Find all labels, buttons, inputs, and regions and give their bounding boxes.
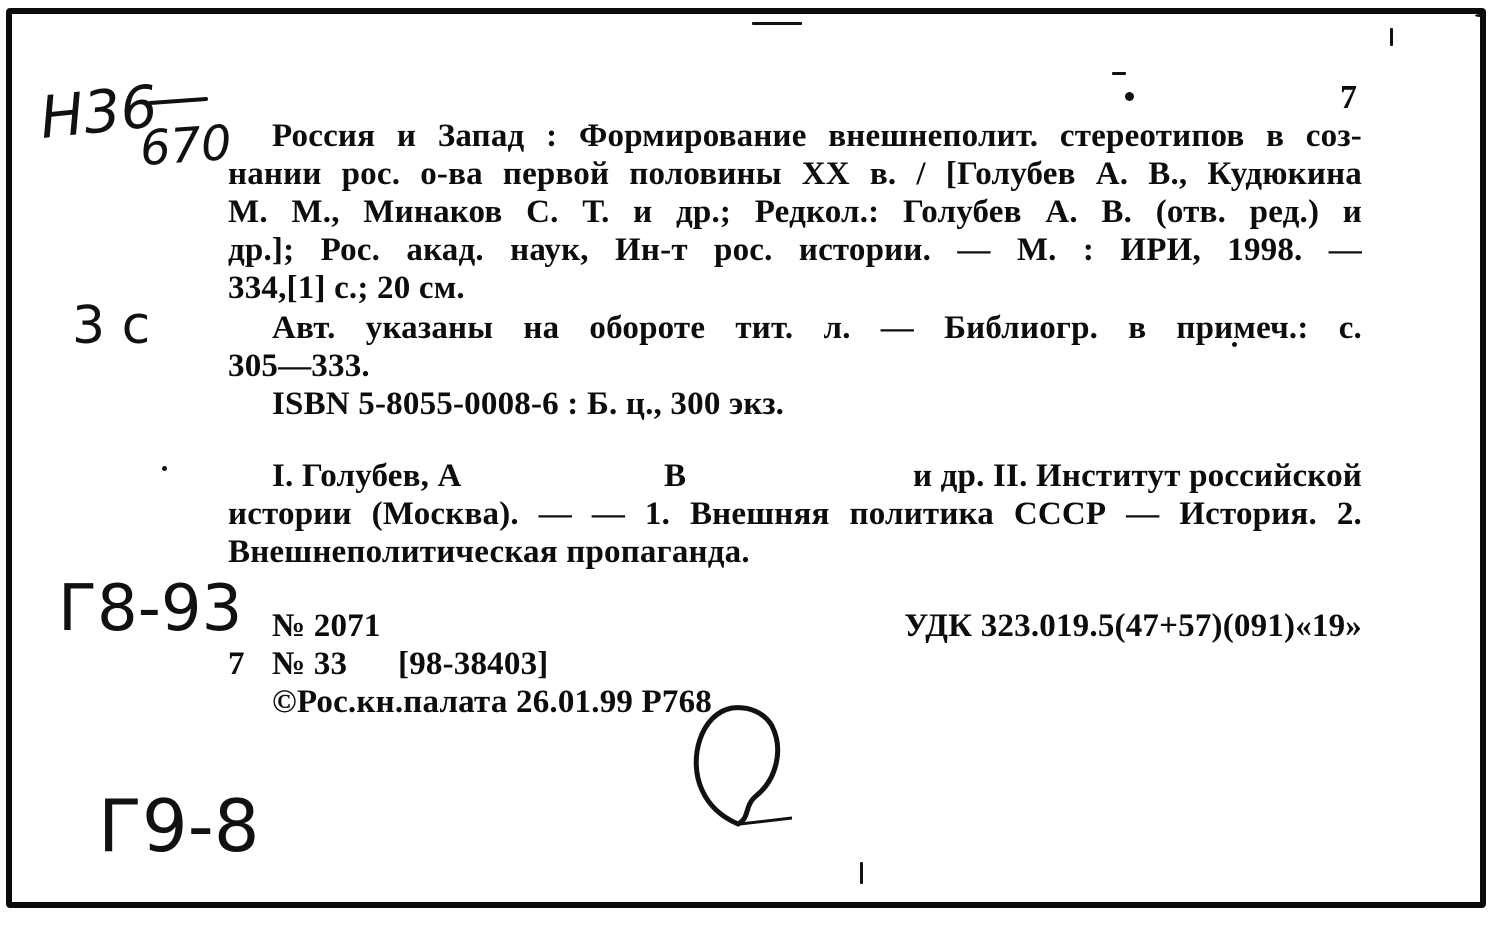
entry-line-4: др.]; Рос. акад. наук, Ин-т рос. истории. — М. : ИРИ, 1998. — <box>228 232 1362 268</box>
record-number: № 33 <box>272 646 348 682</box>
chamber-stamp: ©Рос.кн.палата 26.01.99 Р768 <box>272 684 712 720</box>
handwritten-shelf-code: Н36 <box>36 72 161 152</box>
page-number: 7 <box>1340 79 1358 116</box>
tracing-institution: и др. II. Институт российской <box>913 458 1362 494</box>
ink-dash <box>1475 14 1485 17</box>
entry-line-3: М. М., Минаков С. Т. и др.; Редкол.: Голубев А. В. (отв. ред.) и <box>228 194 1362 230</box>
handwritten-fraction-bar <box>148 95 208 107</box>
tracing-line-2: истории (Москва). — — 1. Внешняя политика СССР — История. 2. <box>228 496 1362 532</box>
handwritten-loop <box>680 700 810 840</box>
handwritten-mark: 3 с <box>72 296 151 356</box>
record-code: [98-38403] <box>398 646 549 682</box>
entry-line-1: Россия и Запад : Формирование внешнеполит. стереотипов в соз- <box>272 118 1362 154</box>
tracing-initial: В <box>664 458 687 494</box>
handwritten-bottom-code: Г9-8 <box>98 784 260 868</box>
ink-dot <box>1125 92 1134 101</box>
isbn-line: ISBN 5-8055-0008-6 : Б. ц., 300 экз. <box>272 386 785 422</box>
ink-dash <box>1112 72 1126 75</box>
ink-dash <box>1390 28 1393 46</box>
ink-dash <box>752 22 802 25</box>
ink-dash <box>860 862 863 884</box>
ink-dot <box>162 466 167 471</box>
card-number: № 2071 <box>272 608 381 644</box>
handwritten-shelf-number: 670 <box>138 114 234 178</box>
tracing-author: I. Голубев, А <box>272 458 462 494</box>
tracing-line-3: Внешнеполитическая пропаганда. <box>228 534 750 570</box>
record-prefix: 7 <box>228 646 245 682</box>
udc-code: УДК 323.019.5(47+57)(091)«19» <box>904 608 1362 644</box>
notes-line-2: 305—333. <box>228 348 370 384</box>
notes-line-1: Авт. указаны на обороте тит. л. — Библиогр. в примеч.: с. <box>272 310 1362 346</box>
entry-line-2: нании рос. о-ва первой половины XX в. / [Голубев А. В., Кудюкина <box>228 156 1362 192</box>
handwritten-lower-code: Г8-93 <box>58 572 243 646</box>
entry-line-5: 334,[1] с.; 20 см. <box>228 270 465 306</box>
